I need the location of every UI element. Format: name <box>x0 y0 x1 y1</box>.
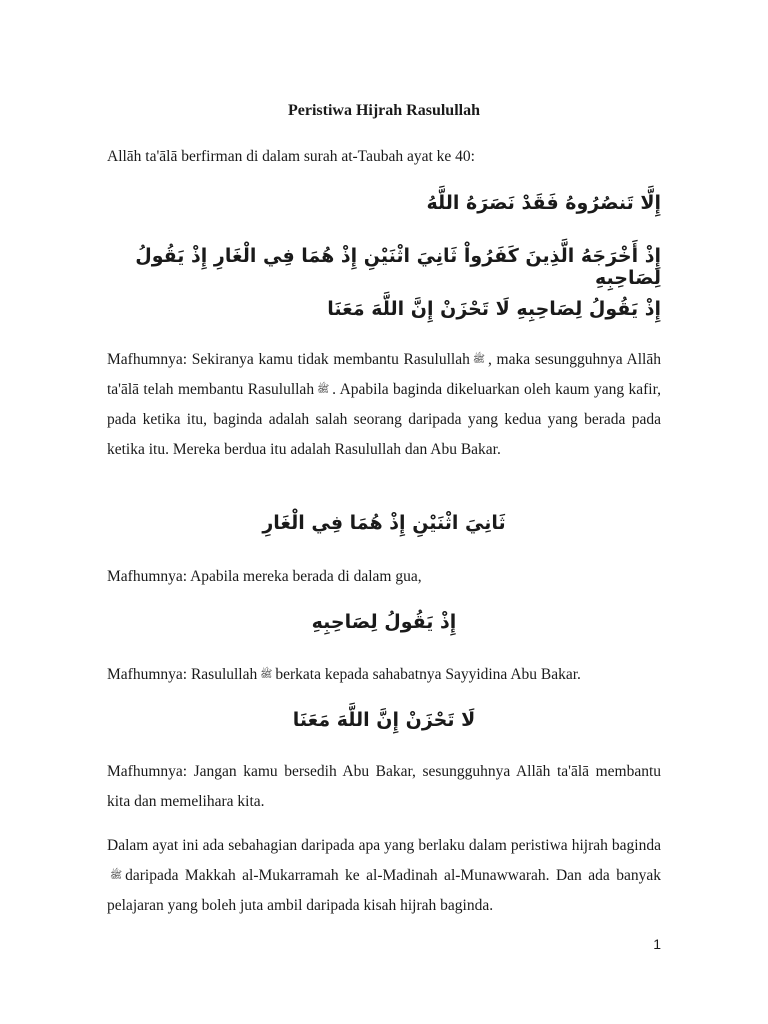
meaning-paragraph-3 <box>107 660 661 690</box>
page-title: Peristiwa Hijrah Rasulullah <box>287 102 480 119</box>
meaning-1-part-b: , maka sesungguhnya Allāh ta'ālā telah membantu Rasulullah <box>107 351 661 398</box>
closing-paragraph <box>107 831 661 921</box>
meaning-paragraph-4: Mafhumnya: Jangan kamu bersedih Abu Bakar, sesungguhnya Allāh ta'ālā membantu kita dan memelihara kita. <box>107 763 661 810</box>
verse-line-3: إِذْ يَقُولُ لِصَاحِبِهِ لَا تَحْزَنْ إِنَّ اللَّهَ مَعَنَا <box>327 298 661 320</box>
verse-quote-3: إِذْ يَقُولُ لِصَاحِبِهِ <box>311 611 457 633</box>
saw-honorific-icon: ﷺ <box>317 384 330 395</box>
closing-part-a: Dalam ayat ini ada sebahagian daripada apa yang berlaku dalam peristiwa hijrah baginda <box>107 837 661 854</box>
verse-line-1: إِلَّا تَنصُرُوهُ فَقَدْ نَصَرَهُ اللَّهُ <box>426 192 661 214</box>
verse-quote-4: لَا تَحْزَنْ إِنَّ اللَّهَ مَعَنَا <box>292 709 476 731</box>
meaning-paragraph-2: Mafhumnya: Apabila mereka berada di dalam gua, <box>107 568 422 585</box>
saw-honorific-icon: ﷺ <box>260 669 273 680</box>
page-number: 1 <box>653 936 661 952</box>
closing-part-b: daripada Makkah al-Mukarramah ke al-Madinah al-Munawwarah. Dan ada banyak pelajaran yang boleh juta ambil daripada kisah hijrah baginda. <box>107 867 661 914</box>
meaning-3-part-a: Mafhumnya: Rasulullah <box>107 666 258 683</box>
saw-honorific-icon: ﷺ <box>472 354 485 365</box>
meaning-1-part-a: Mafhumnya: Sekiranya kamu tidak membantu Rasulullah <box>107 351 470 368</box>
meaning-3-part-b: berkata kepada sahabatnya Sayyidina Abu Bakar. <box>275 666 581 683</box>
meaning-1-part-c: . Apabila baginda dikeluarkan oleh kaum yang kafir, pada ketika itu, baginda adalah salah seorang daripada yang kedua yang berada pada ketika itu. Mereka berdua itu adalah Rasulullah dan Abu Bakar. <box>107 381 661 458</box>
verse-line-2: إِذْ أَخْرَجَهُ الَّذِينَ كَفَرُواْ ثَانِيَ اثْنَيْنِ إِذْ هُمَا فِي الْغَارِ إِذْ يَقُولُ لِصَاحِبِهِ <box>135 245 661 289</box>
saw-honorific-icon: ﷺ <box>110 870 123 881</box>
meaning-paragraph-1 <box>107 345 661 465</box>
intro-paragraph: Allāh ta'ālā berfirman di dalam surah at-Taubah ayat ke 40: <box>107 148 475 165</box>
verse-quote-2: ثَانِيَ اثْنَيْنِ إِذْ هُمَا فِي الْغَارِ <box>262 512 506 534</box>
